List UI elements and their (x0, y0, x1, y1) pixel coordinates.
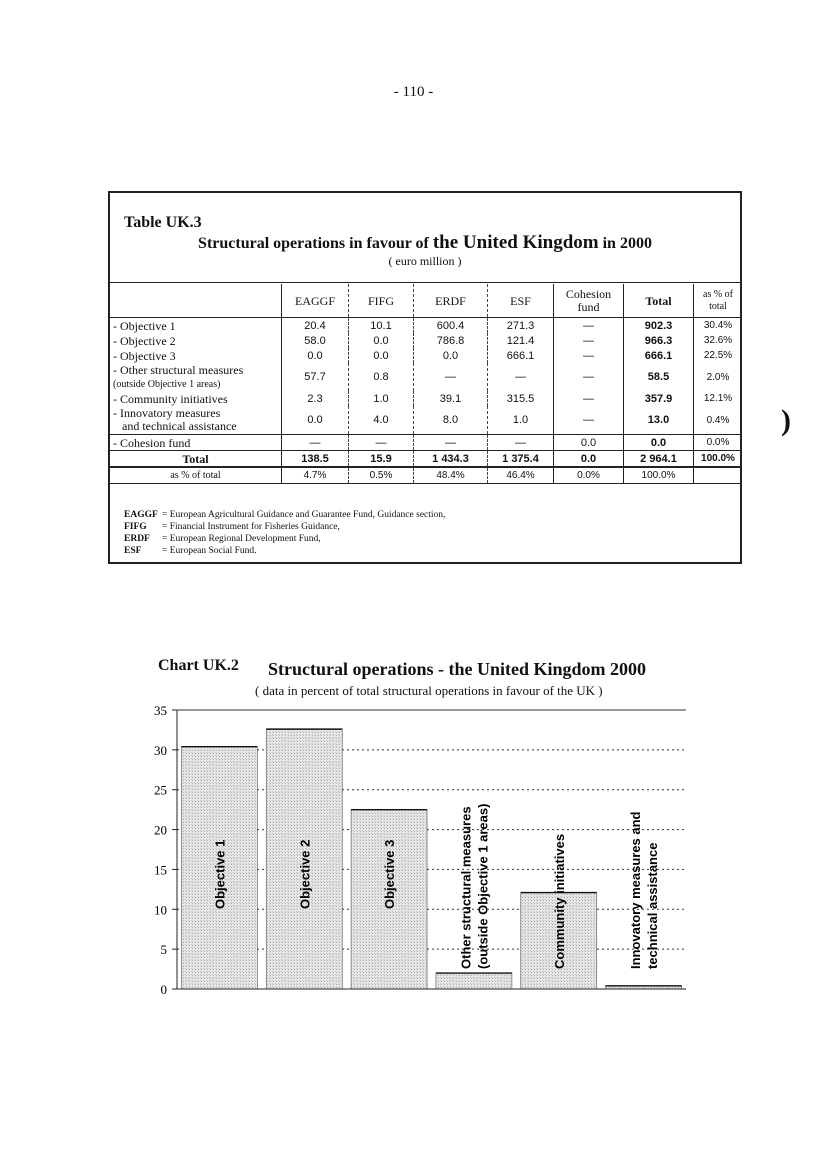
y-tick-label: 30 (154, 742, 167, 758)
table-cell: — (554, 348, 624, 363)
table-cell: 2.0% (694, 363, 743, 391)
header-pct: as % of total (694, 284, 743, 318)
table-cell: 315.5 (488, 391, 554, 406)
table-cell: 600.4 (414, 318, 488, 334)
table-cell: 0.8 (349, 363, 414, 391)
margin-bracket-mark: ) (781, 404, 791, 437)
table-cell: 100.0% (694, 451, 743, 468)
table-cell: — (282, 435, 349, 451)
table-cell: 100.0% (624, 467, 694, 484)
table-label: Table UK.3 (124, 214, 202, 231)
table-cell: 786.8 (414, 333, 488, 348)
table-cell: 0.0 (554, 435, 624, 451)
table-cell: 0.4% (694, 406, 743, 435)
row-sublabel: (outside Objective 1 areas) (113, 378, 221, 390)
x-category-label: Objective 1 (212, 839, 228, 909)
table-cell: 0.0% (694, 435, 743, 451)
table-cell: 2.3 (282, 391, 349, 406)
table-cell: 0.0 (554, 451, 624, 468)
legend-abbr: EAGGF (124, 510, 158, 520)
y-tick-label: 35 (154, 703, 167, 718)
table-cell: 10.1 (349, 318, 414, 334)
y-tick-label: 25 (154, 782, 167, 798)
legend-text: = European Regional Development Fund, (162, 534, 321, 544)
row-sublabel: and technical assistance (122, 419, 237, 433)
table-cell: — (414, 435, 488, 451)
legend-abbr: ESF (124, 546, 142, 556)
table-title-part-a: Structural operations in favour of (198, 235, 429, 252)
table-cell: 2 964.1 (624, 451, 694, 468)
legend-text: = European Social Fund. (162, 546, 257, 556)
x-category-label: Objective 3 (382, 839, 398, 909)
table-cell: 0.0 (349, 333, 414, 348)
table-cell: 13.0 (624, 406, 694, 435)
table-cell: 22.5% (694, 348, 743, 363)
row-label-text: - Innovatory measures (113, 406, 221, 420)
table-cell: — (554, 333, 624, 348)
y-tick-label: 20 (154, 822, 167, 838)
table-cell: 902.3 (624, 318, 694, 334)
table-cell: 966.3 (624, 333, 694, 348)
header-fifg: FIFG (349, 284, 414, 318)
table-cell: 30.4% (694, 318, 743, 334)
x-category-label: Objective 2 (297, 839, 313, 909)
table-cell: 58.0 (282, 333, 349, 348)
table-cell: 48.4% (414, 467, 488, 484)
table-cell: 1 375.4 (488, 451, 554, 468)
table-cell: 0.0 (282, 348, 349, 363)
row-label-text: - Cohesion fund (113, 435, 191, 450)
table-cell: 1.0 (488, 406, 554, 435)
row-label-text: - Community initiatives (113, 391, 228, 406)
table-cell: 1.0 (349, 391, 414, 406)
table-cell: 12.1% (694, 391, 743, 406)
y-tick-label: 0 (160, 982, 167, 997)
table-cell: 138.5 (282, 451, 349, 468)
table-cell: 0.0 (624, 435, 694, 451)
table-cell: — (488, 435, 554, 451)
table-cell: 0.0 (349, 348, 414, 363)
bar (436, 973, 512, 989)
table-cell: 46.4% (488, 467, 554, 484)
table-cell: 4.7% (282, 467, 349, 484)
table-cell: 0.0 (282, 406, 349, 435)
table-cell: 666.1 (624, 348, 694, 363)
row-label-text: - Objective 2 (113, 333, 176, 348)
table-cell: — (349, 435, 414, 451)
table-cell: 32.6% (694, 333, 743, 348)
page-number: - 110 - (393, 84, 434, 100)
table-cell: — (554, 363, 624, 391)
table-cell: — (554, 406, 624, 435)
table-title-part-c: in 2000 (602, 235, 652, 252)
chart-label: Chart UK.2 (158, 657, 239, 674)
row-label-text: as % of total (170, 469, 221, 481)
table-unit: ( euro million ) (388, 254, 462, 268)
table-cell: 0.0% (554, 467, 624, 484)
table-cell: — (554, 318, 624, 334)
x-category-label: Other structural measures (458, 806, 474, 969)
row-label-text: - Other structural measures (113, 362, 244, 377)
header-total: Total (624, 284, 694, 318)
table-cell: 20.4 (282, 318, 349, 334)
table-cell: 666.1 (488, 348, 554, 363)
table-cell: 39.1 (414, 391, 488, 406)
legend-text: = Financial Instrument for Fisheries Guidance, (162, 522, 340, 532)
table-cell: 15.9 (349, 451, 414, 468)
row-label-text: Total (182, 451, 209, 466)
header-cohesion: Cohesion fund (554, 284, 624, 318)
y-tick-label: 15 (154, 862, 167, 878)
x-category-label: Innovatory measures and (628, 811, 644, 969)
y-tick-label: 5 (160, 942, 167, 958)
table-title-part-b: the United Kingdom (432, 232, 599, 253)
table-cell: 8.0 (414, 406, 488, 435)
table-cell: — (414, 363, 488, 391)
row-label-text: - Objective 1 (113, 318, 176, 333)
x-category-label: (outside Objective 1 areas) (475, 803, 491, 969)
table-cell: 357.9 (624, 391, 694, 406)
x-category-label: technical assistance (645, 842, 661, 969)
row-label-text: - Objective 3 (113, 348, 176, 363)
table-cell: 121.4 (488, 333, 554, 348)
table-cell: 0.5% (349, 467, 414, 484)
table-cell: 0.0 (414, 348, 488, 363)
header-erdf: ERDF (414, 284, 488, 318)
x-category-label: Community initiatives (551, 833, 567, 969)
table-cell: 271.3 (488, 318, 554, 334)
table-cell: — (488, 363, 554, 391)
table-cell: 57.7 (282, 363, 349, 391)
header-eaggf: EAGGF (282, 284, 349, 318)
table-cell: 58.5 (624, 363, 694, 391)
header-esf: ESF (488, 284, 554, 318)
legend-abbr: ERDF (124, 534, 150, 544)
legend-text: = European Agricultural Guidance and Guarantee Fund, Guidance section, (162, 510, 446, 520)
table-cell: 4.0 (349, 406, 414, 435)
legend-abbr: FIFG (124, 522, 147, 532)
chart-subtitle: ( data in percent of total structural operations in favour of the UK ) (255, 683, 603, 698)
y-tick-label: 10 (154, 902, 167, 918)
chart-title: Structural operations - the United Kingdom 2000 (268, 659, 646, 679)
table-cell: — (554, 391, 624, 406)
table-cell: 1 434.3 (414, 451, 488, 468)
